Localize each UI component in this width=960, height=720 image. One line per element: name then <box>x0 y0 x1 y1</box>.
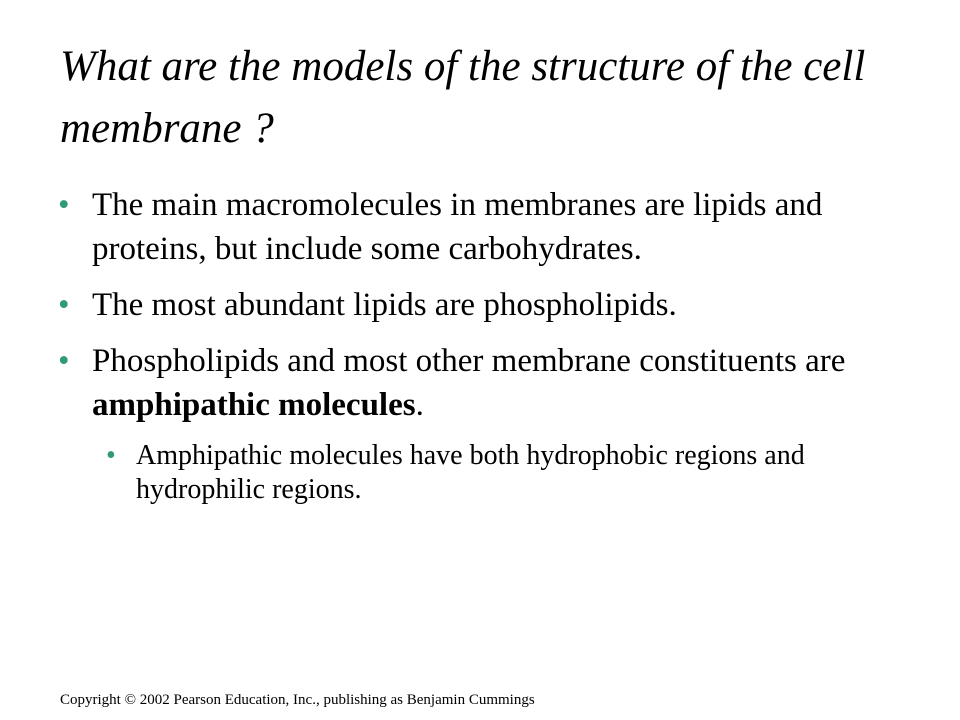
bullet-icon: • <box>58 343 70 379</box>
bullet-text-lead: Phospholipids and most other membrane constituents are <box>92 343 846 379</box>
sub-bullet-text: Amphipathic molecules have both hydrophobic regions and hydrophilic regions. <box>136 440 805 505</box>
sub-bullet-item <box>56 439 876 507</box>
slide-title: What are the models of the structure of the cell membrane ? <box>60 43 866 152</box>
bullet-list <box>56 183 876 519</box>
copyright-footer: Copyright © 2002 Pearson Education, Inc., publishing as Benjamin Cummings <box>60 692 535 708</box>
bullet-icon: • <box>58 187 70 223</box>
bullet-text: The most abundant lipids are phospholipids. <box>92 287 677 323</box>
bullet-text: The main macromolecules in membranes are lipids and proteins, but include some carbohydrates. <box>92 187 823 267</box>
bullet-item-macromolecules <box>56 183 876 271</box>
bullet-item-phospholipids <box>56 283 876 327</box>
bold-term-amphipathic-molecules: amphipathic molecules <box>92 387 416 423</box>
sub-bullet-list <box>56 439 876 507</box>
bullet-icon: • <box>58 287 70 323</box>
bullet-item-amphipathic <box>56 339 876 507</box>
bullet-text-end: . <box>415 387 424 423</box>
sub-bullet-icon: • <box>106 440 116 471</box>
